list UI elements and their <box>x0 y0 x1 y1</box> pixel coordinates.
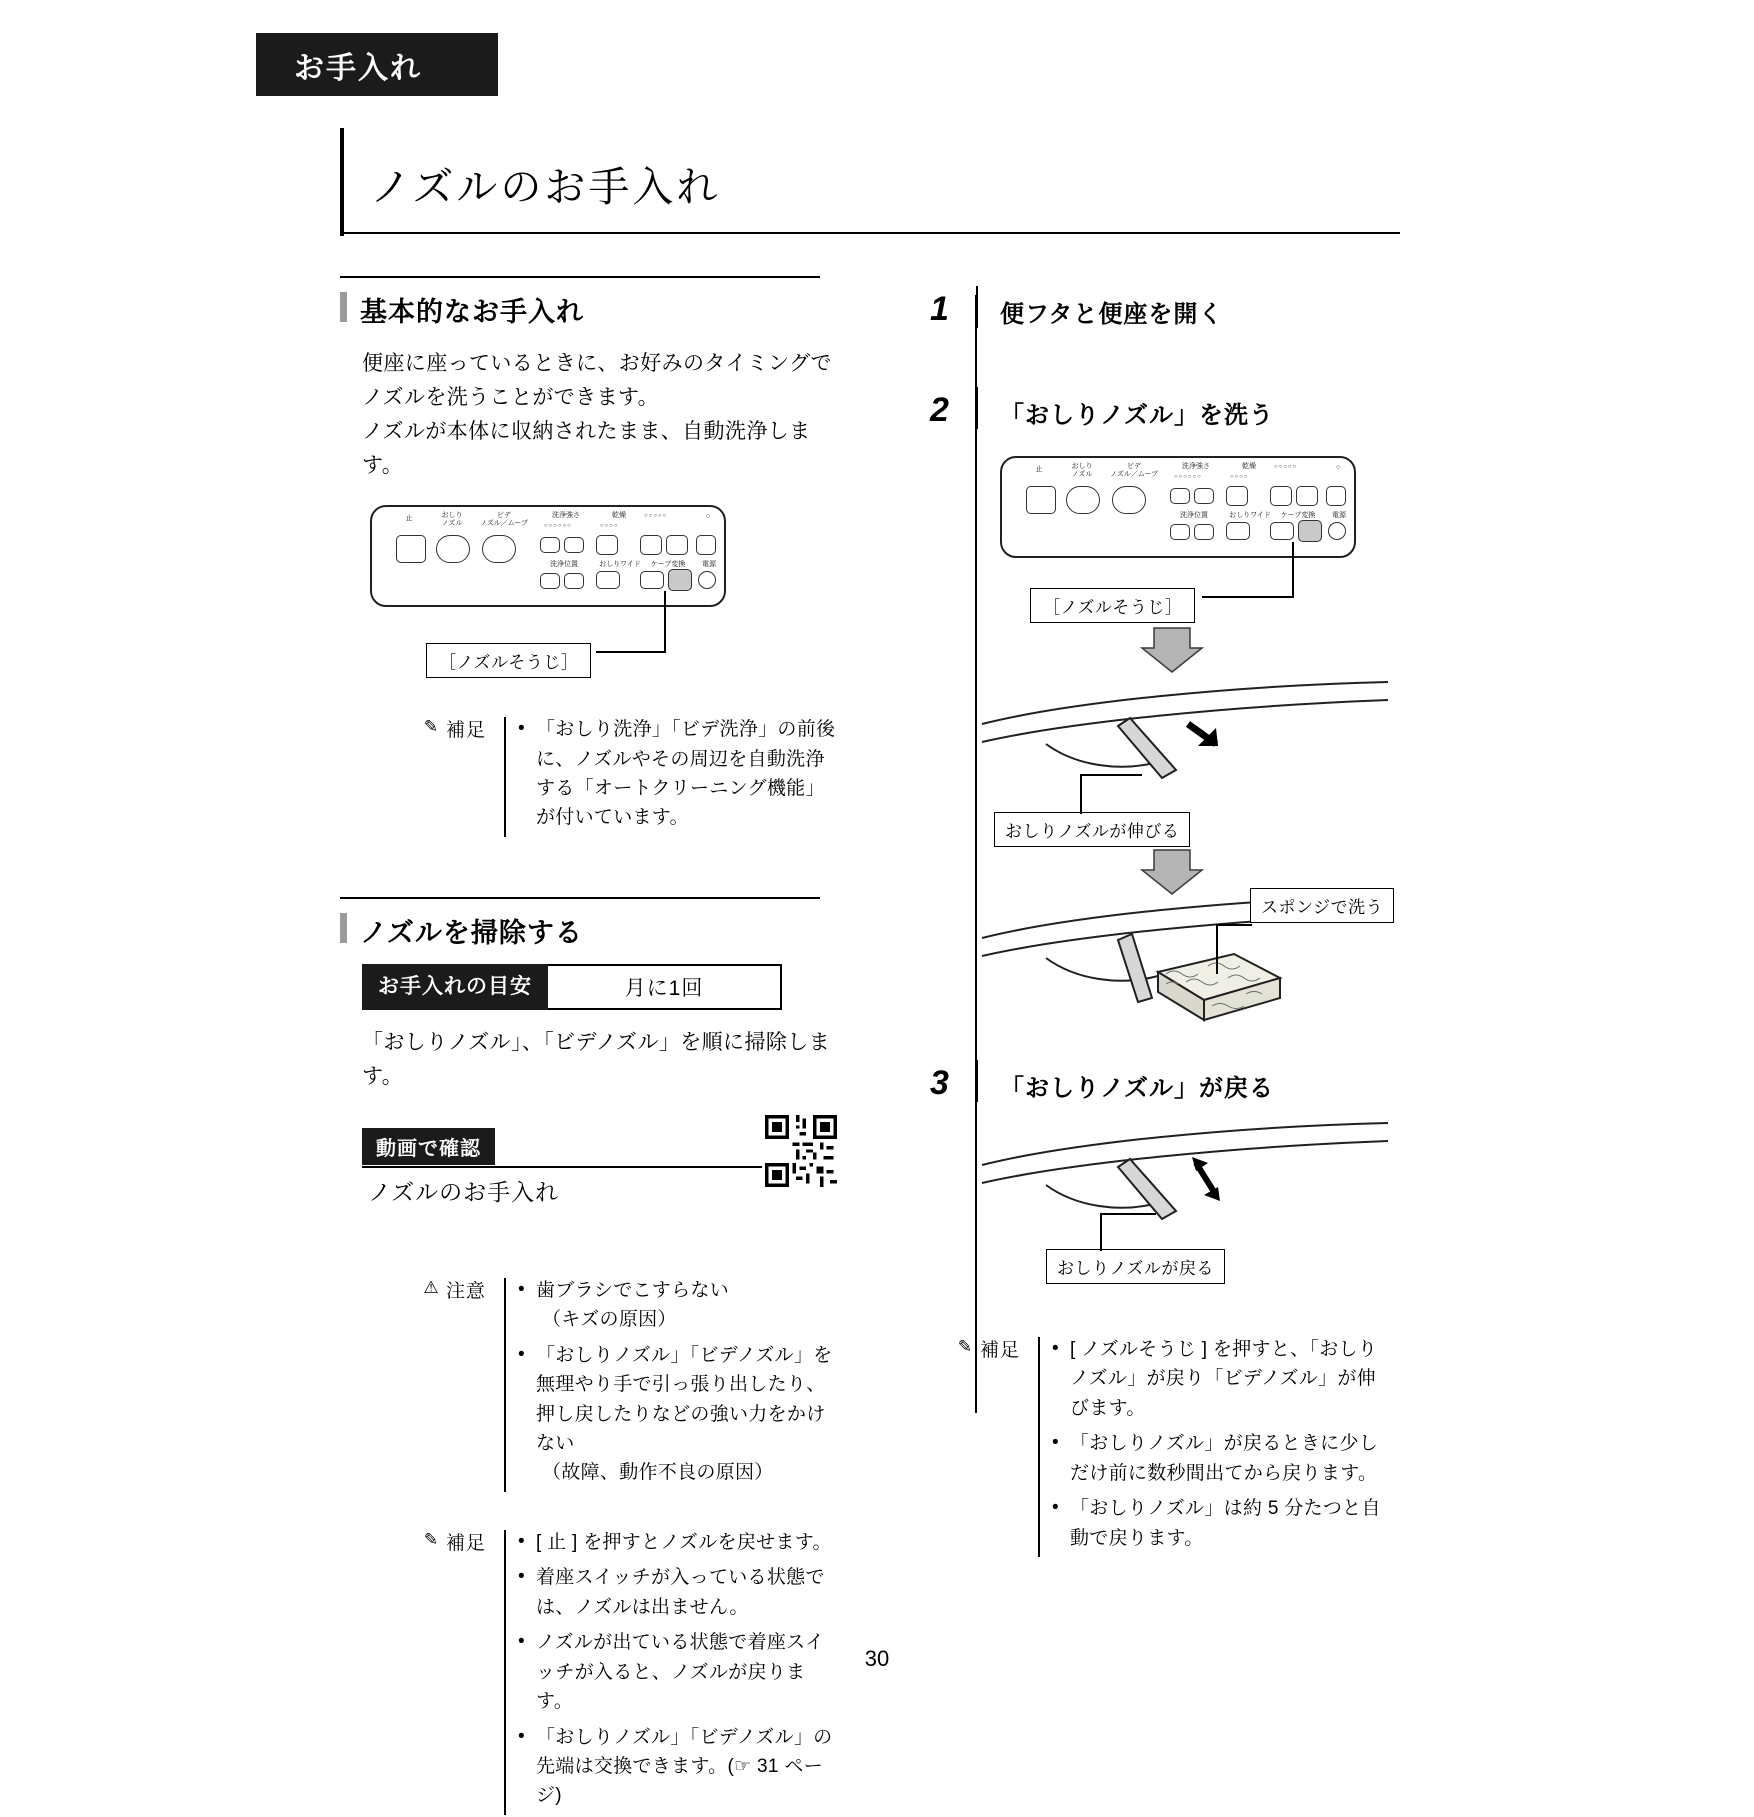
step-2 <box>930 391 1410 430</box>
note-label: 補足 <box>446 720 487 742</box>
section-rule <box>340 897 820 899</box>
pencil-icon: ✎ <box>423 1529 439 1549</box>
remote-panel: 止 おしり ノズル ビデ ノズル／ムーブ 洗浄強さ ○○○○○○ 乾燥 ○○○○ ○○○○○ ○ 洗浄位置 おしりワイド ケーブ変換 電源 <box>1000 456 1356 558</box>
warning-icon: ⚠ <box>423 1277 439 1297</box>
note-items <box>518 1528 836 1817</box>
note-block-1 <box>416 715 836 839</box>
step-2-title: 「おしりノズル」を洗う <box>1000 402 1275 429</box>
page-title: ノズルのお手入れ <box>370 164 721 210</box>
note-label: 補足 <box>980 1340 1021 1361</box>
page-number: 30 <box>864 1646 890 1671</box>
nozzle-clean-callout: ［ノズルそうじ］ <box>1030 588 1195 623</box>
note-item: • [ ノズルそうじ ] を押すと、「おしりノズル」が戻り「ビデノズル」が伸びます。 <box>1052 1335 1390 1423</box>
note-item: • 「おしりノズル」「ビデノズル」の先端は交換できます。(☞ 31 ページ) <box>518 1723 836 1811</box>
section-rule <box>340 276 820 278</box>
note-item: • 着座スイッチが入っている状態では、ノズルは出ません。 <box>518 1563 836 1622</box>
step-3-figure <box>970 1121 1410 1321</box>
caution-item <box>518 1341 836 1488</box>
section-bar <box>340 913 347 943</box>
care-interval-value: 月に1回 <box>548 964 782 1010</box>
note-item: • 「おしりノズル」が戻るときに少しだけ前に数秒間出てから戻ります。 <box>1052 1429 1390 1488</box>
step-3-title: 「おしりノズル」が戻る <box>1000 1075 1275 1102</box>
caution-item-main: 歯ブラシでこすらない <box>536 1279 730 1301</box>
note-label: 補足 <box>446 1532 487 1554</box>
left-column <box>340 290 840 1817</box>
note-item: • 「おしりノズル」は約 5 分たつと自動で戻ります。 <box>1052 1494 1390 1553</box>
nozzle-clean-callout: ［ノズルそうじ］ <box>426 643 591 678</box>
nozzle-extend-caption: おしりノズルが伸びる <box>994 812 1190 847</box>
section-heading-text: 基本的なお手入れ <box>360 297 584 327</box>
step-3-note <box>950 1335 1390 1559</box>
clean-nozzle-paragraph <box>340 1026 840 1094</box>
note-items <box>1052 1335 1390 1559</box>
video-caption: ノズルのお手入れ <box>368 1178 560 1205</box>
remote-stop-button <box>396 535 426 563</box>
remote-panel: 止 おしり ノズル ビデ ノズル／ムーブ 洗浄強さ ○○○○○○ 乾燥 ○○○○ ○○○○○ ○ 洗浄位置 おしりワイド ケーブ変換 電源 <box>370 505 726 607</box>
caution-label: 注意 <box>446 1280 487 1302</box>
caution-item-main: 「おしりノズル」「ビデノズル」を無理やり手で引っ張り出したり、押し戻したりなどの強い力をかけない <box>536 1344 833 1455</box>
caution-item <box>518 1276 836 1335</box>
pencil-icon: ✎ <box>423 717 439 737</box>
caution-item-sub: （キズの原因） <box>542 1309 677 1331</box>
remote-bidet-button <box>482 535 516 563</box>
remote-nozzle-clean-button <box>668 569 692 591</box>
section-bar <box>340 292 347 322</box>
nozzle-extended-illustration <box>980 680 1390 800</box>
section-heading-text: ノズルを掃除する <box>360 917 583 948</box>
down-arrow-icon <box>1140 626 1204 674</box>
sponge-wash-caption: スポンジで洗う <box>1250 888 1394 923</box>
step-2-number: 2 <box>930 391 949 429</box>
down-arrow-icon <box>1140 848 1204 896</box>
step-1-number: 1 <box>930 290 949 328</box>
video-tag: 動画で確認 <box>362 1128 495 1165</box>
remote-figure-1 <box>340 505 840 705</box>
right-column <box>930 290 1410 1559</box>
title-rule-left <box>340 128 344 236</box>
caution-block <box>416 1276 836 1494</box>
step-3 <box>930 1064 1410 1103</box>
section-heading-basic-care <box>340 290 840 329</box>
step-2-figure <box>970 448 1410 1008</box>
nozzle-return-caption: おしりノズルが戻る <box>1046 1249 1225 1284</box>
video-rule <box>362 1166 792 1168</box>
remote-power-button <box>1328 522 1346 540</box>
page-title-block <box>340 128 1400 238</box>
basic-care-paragraph-2: ノズルが本体に収納されたまま、自動洗浄します。 <box>362 420 811 478</box>
note-block-2 <box>416 1528 836 1817</box>
qr-code-image <box>765 1115 837 1187</box>
note-item: • ノズルが出ている状態で着座スイッチが入ると、ノズルが戻ります。 <box>518 1628 836 1716</box>
basic-care-text <box>340 347 840 483</box>
basic-care-paragraph-1: 便座に座っているときに、お好みのタイミングでノズルを洗うことができます。 <box>362 352 832 410</box>
note-items <box>518 715 836 839</box>
title-rule-bottom <box>340 232 1400 234</box>
step-1-title: 便フタと便座を開く <box>1000 301 1224 328</box>
pencil-icon: ✎ <box>957 1337 973 1356</box>
step-rule <box>976 387 978 429</box>
note-item: • 「おしり洗浄」「ビデ洗浄」の前後に、ノズルやその周辺を自動洗浄する「オートクリーニング機能」が付いています。 <box>518 715 836 833</box>
video-block <box>362 1128 840 1238</box>
step-1 <box>930 290 1410 329</box>
caution-items <box>518 1276 836 1494</box>
remote-power-button <box>698 571 716 589</box>
qr-code[interactable] <box>762 1112 846 1196</box>
remote-nozzle-clean-button <box>1298 520 1322 542</box>
clean-nozzle-text: 「おしりノズル」、「ビデノズル」を順に掃除します。 <box>362 1030 831 1088</box>
section-heading-clean-nozzle <box>340 911 840 950</box>
caution-item-sub: （故障、動作不良の原因） <box>542 1462 774 1484</box>
step-rule <box>976 286 978 328</box>
remote-rear-button <box>436 535 470 563</box>
step-3-number: 3 <box>930 1064 949 1102</box>
note-item: • [ 止 ] を押すとノズルを戻せます。 <box>518 1528 836 1557</box>
step-rule <box>976 1060 978 1102</box>
care-interval-label: お手入れの目安 <box>362 964 548 1010</box>
care-interval-row <box>362 964 782 1010</box>
chapter-tab: お手入れ <box>256 33 498 96</box>
